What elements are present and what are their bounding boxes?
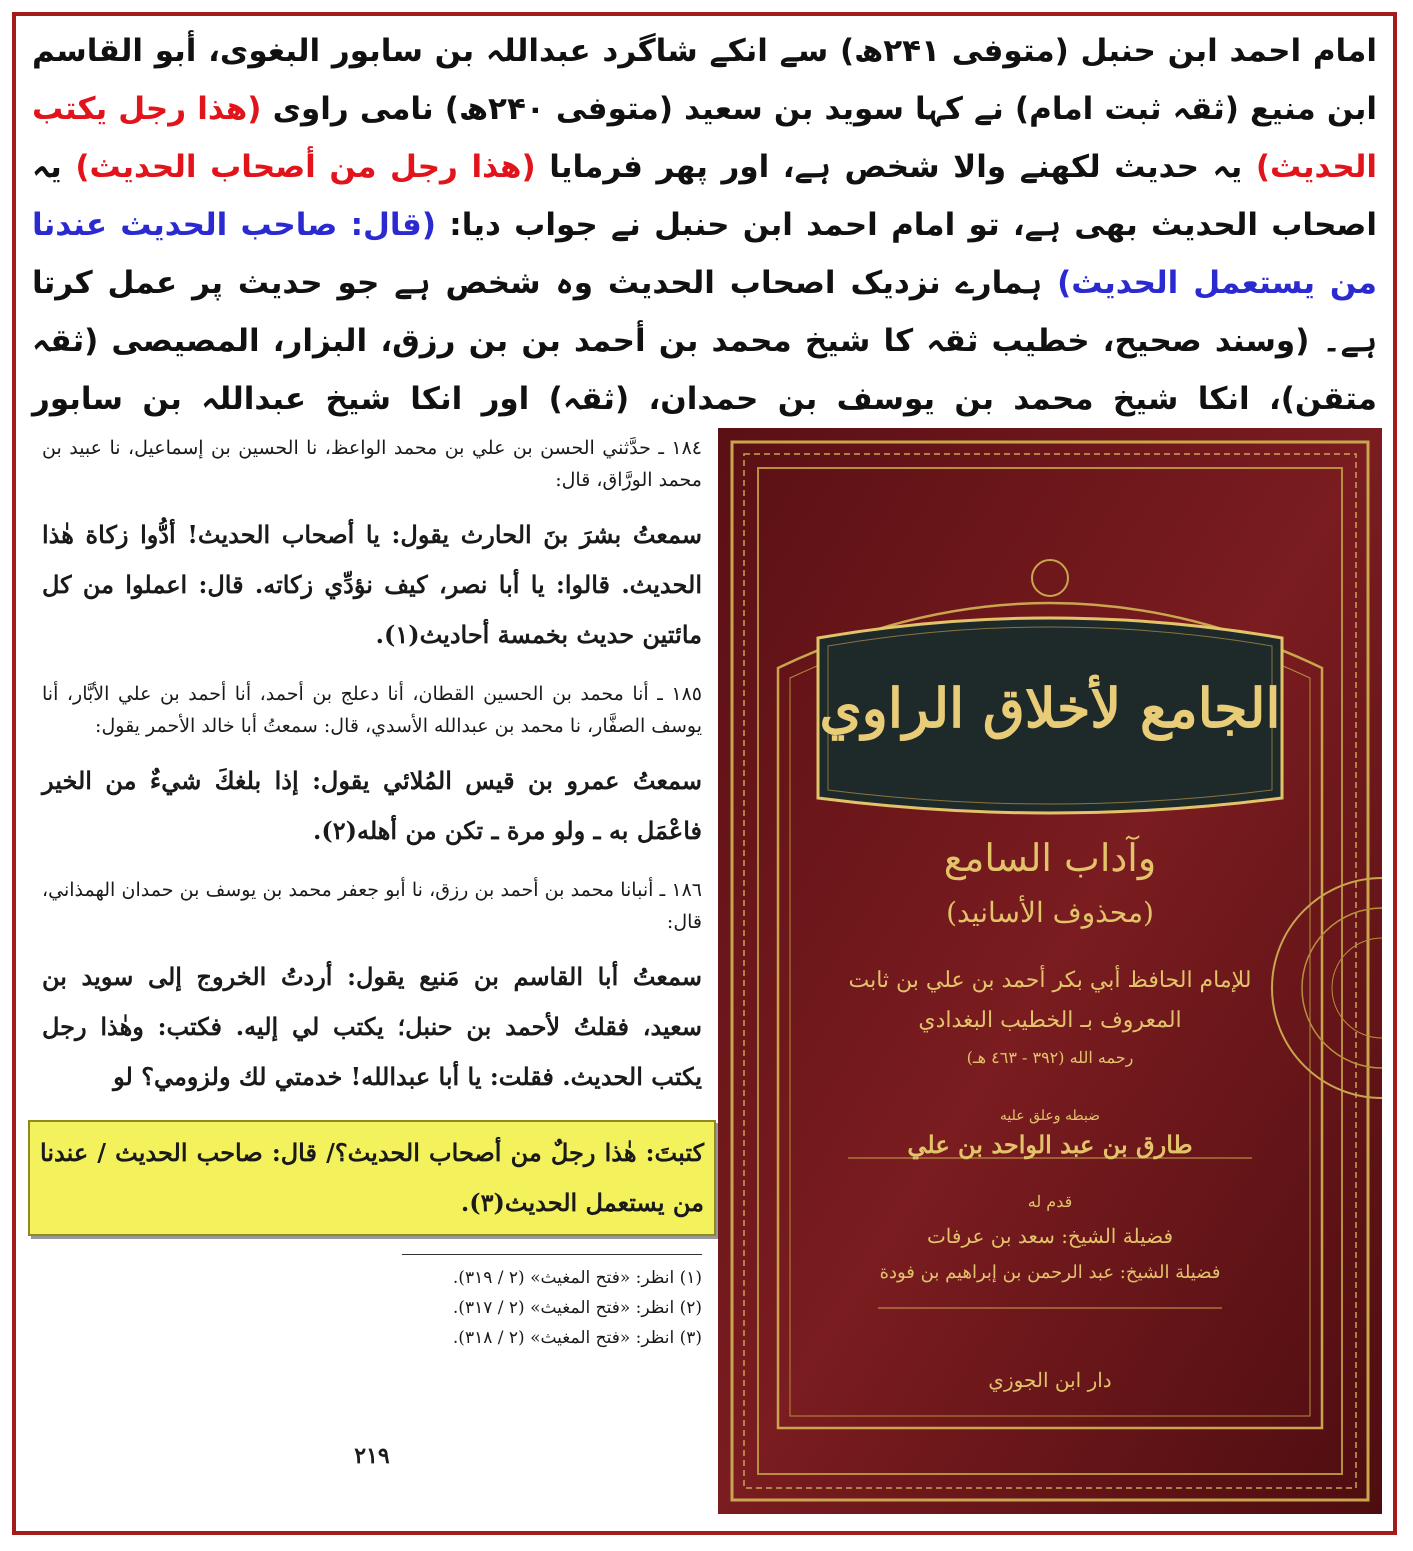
urdu-segment-2: یہ حدیث لکھنے والا شخص ہے، اور پھر فرمایا [549, 149, 1243, 185]
book-cover [718, 428, 1382, 1514]
cover-author-laqab: المعروف بـ الخطيب البغدادي [918, 1008, 1182, 1033]
cover-author: للإمام الحافظ أبي بكر أحمد بن علي بن ثابت [848, 968, 1252, 993]
urdu-commentary [32, 22, 1377, 486]
footnote-separator [402, 1254, 702, 1255]
highlighted-quote: كتبتَ: هٰذا رجلٌ من أصحاب الحديث؟/ قال: صاحب الحديث / عندنا من يستعمل الحديث(٣). [28, 1120, 716, 1236]
cover-subtitle: وآداب السامع [943, 836, 1157, 880]
narration-185-text: سمعتُ عمرو بن قيس المُلائي يقول: إذا بلغكَ شيءٌ من الخير فاعْمَل به ـ ولو مرة ـ تكن من أهله(٢). [42, 766, 702, 845]
narration-184-text: سمعتُ بشرَ بنَ الحارث يقول: يا أصحاب الحديث! أدُّوا زكاة هٰذا الحديث. قالوا: يا أبا نصر، كيف نؤدِّي زكاته. قال: اعملوا من كل مائتين حديث بخمسة أحاديث(١). [42, 520, 702, 649]
cover-intro-2: فضيلة الشيخ: عبد الرحمن بن إبراهيم بن فودة [879, 1262, 1221, 1283]
urdu-segment-4: ہمارے نزدیک اصحاب الحدیث وہ شخص ہے جو حدیث پر عمل کرتا ہے۔ (وسند صحیح، خطیب ثقہ کا شیخ محمد بن أحمد بن بن رزق، البزار، المصیصی (ثقہ متقن)، انکا شیخ محمد بن یوسف بن حمدان، (ثقہ) اور انکا شیخ عبداللہ بن سابور [32, 265, 1377, 417]
cover-dates: رحمه الله (٣٩٢ - ٤٦٣ هـ) [966, 1048, 1134, 1067]
footnote-1: (١) انظر: «فتح المغيث» (٢ / ٣١٩). [452, 1268, 702, 1288]
red-quote-2: (هذا رجل من أصحاب الحديث) [75, 149, 536, 185]
footnote-3: (٣) انظر: «فتح المغيث» (٢ / ٣١٨). [452, 1328, 702, 1348]
scanned-book-page [42, 432, 702, 1517]
narration-184-isnad: ١٨٤ ـ حدَّثني الحسن بن علي بن محمد الواعظ، نا الحسين بن إسماعيل، نا عبيد بن محمد الورَّاق، قال: [42, 437, 702, 491]
urdu-segment-1: امام احمد ابن حنبل (متوفی ۲۴۱ھ) سے انکے شاگرد عبداللہ بن سابور البغوی، أبو القاسم ابن منیع (ثقہ ثبت امام) نے کہا سوید بن سعید (متوفی ۲۴۰ھ) نامی راوی [32, 33, 1377, 127]
cover-intro: قدم له [1027, 1192, 1073, 1211]
narration-185-isnad: ١٨٥ ـ أنا محمد بن الحسين القطان، أنا دعلج بن أحمد، أنا أحمد بن علي الأبَّار، أنا يوسف الصفَّار، نا محمد بن عبدالله الأسدي، قال: سمعتُ أبا خالد الأحمر يقول: [42, 683, 702, 737]
red-quote-1: (هذا رجل يكتب الحديث) [32, 91, 1378, 185]
blue-quote: (قال: صاحب الحديث عندنا من يستعمل الحديث) [32, 207, 1377, 301]
cover-publisher: دار ابن الجوزي [988, 1368, 1112, 1392]
page-number: ٢١٩ [354, 1443, 390, 1469]
narration-186-text: سمعتُ أبا القاسم بن مَنيع يقول: أردتُ الخروج إلى سويد بن سعيد، فقلتُ لأحمد بن حنبل؛ يكتب لي إليه. فكتب: وهٰذا رجل يكتب الحديث. فقلت: يا أبا عبدالله! خدمتي لك ولزومي؟ لو [42, 962, 702, 1091]
cover-editor: طارق بن عبد الواحد بن علي [907, 1130, 1193, 1159]
footnote-2: (٢) انظر: «فتح المغيث» (٢ / ٣١٧). [452, 1298, 702, 1318]
narration-186-isnad: ١٨٦ ـ أنبانا محمد بن أحمد بن رزق، نا أبو جعفر محمد بن يوسف بن حمدان الهمذاني، قال: [42, 879, 702, 933]
cover-title: الجامع لأخلاق الراوي [819, 676, 1281, 740]
cover-note: (محذوف الأسانيد) [946, 896, 1154, 929]
cover-editor-note: ضبطه وعلق عليه [999, 1108, 1101, 1124]
urdu-segment-3: یہ اصحاب الحدیث بھی ہے، تو امام احمد ابن حنبل نے جواب دیا: [32, 149, 1377, 243]
cover-intro-1: فضيلة الشيخ: سعد بن عرفات [926, 1224, 1174, 1248]
